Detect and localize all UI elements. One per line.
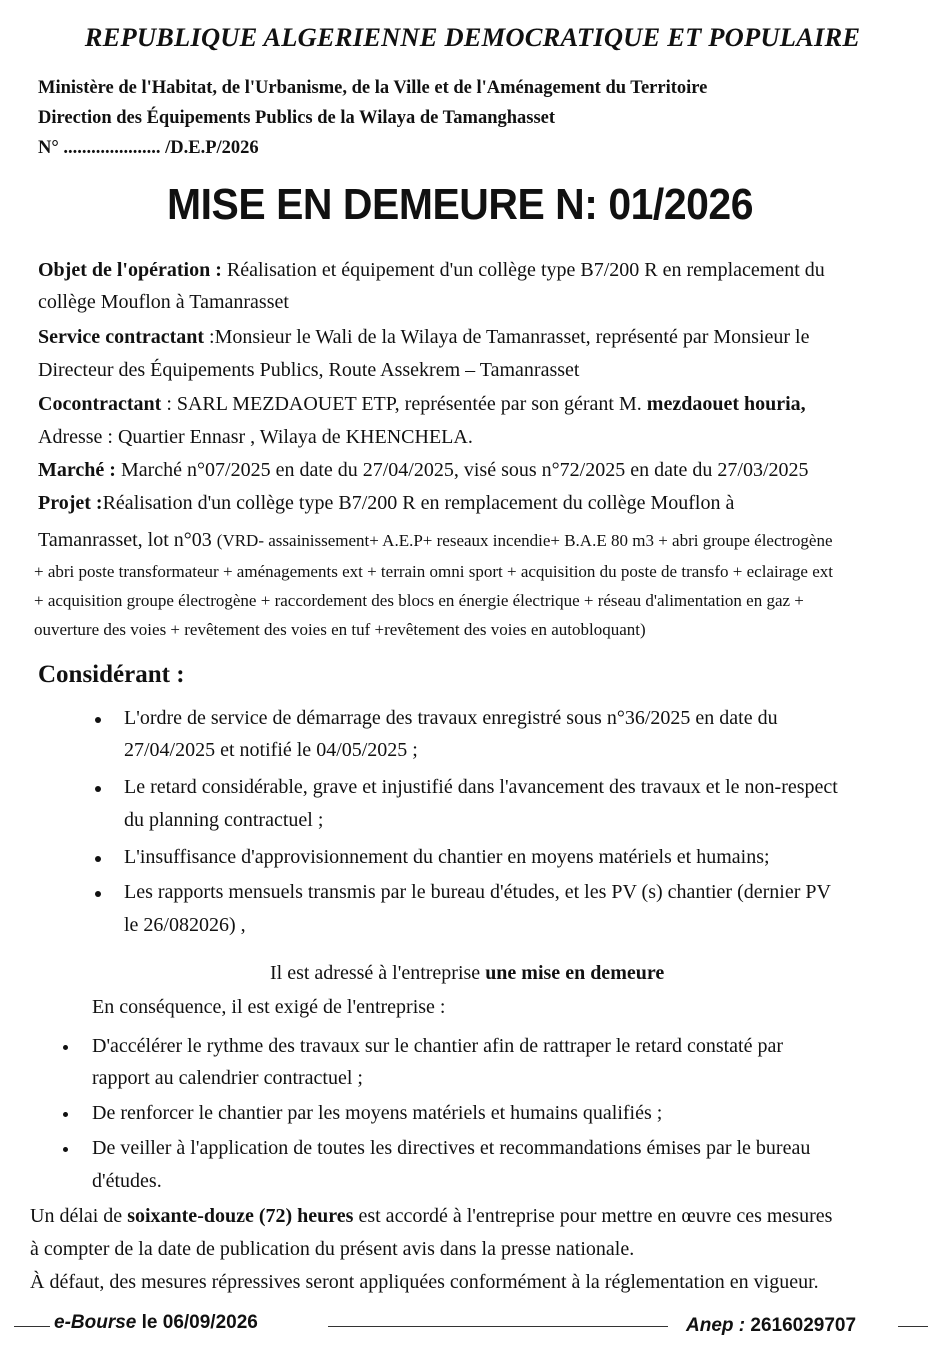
consequence-item-1-line-1: D'accélérer le rythme des travaux sur le chantier afin de rattraper le retard constaté par [92,1035,784,1057]
footer-date: le 06/09/2026 [136,1312,258,1333]
marche-line [38,460,809,480]
footer-publisher-line [54,1312,258,1334]
bullet-dot [63,1045,68,1050]
closing-line-1 [30,1206,832,1226]
objet-line-2: collège Mouflon à Tamanrasset [38,291,289,313]
considerant-heading: Considérant : [38,661,185,688]
notice-text: Il est adressé à l'entreprise [270,962,486,984]
footer-rule-middle [328,1326,668,1327]
objet-text: Réalisation et équipement d'un collège type B7/200 R en remplacement du [221,259,825,281]
considerant-item-2-line-2: du planning contractuel ; [124,809,324,831]
considerant-item-3-line-1: L'insuffisance d'approvisionnement du chantier en moyens matériels et humains; [124,846,770,868]
footer-publisher: e-Bourse [54,1312,137,1333]
notice-line [270,963,664,983]
ministry-line: Ministère de l'Habitat, de l'Urbanisme, de la Ville et de l'Aménagement du Territoire [38,78,708,98]
notice-bold: une mise en demeure [485,962,665,984]
bullet-dot [95,891,101,897]
republic-heading: REPUBLIQUE ALGERIENNE DEMOCRATIQUE ET POPULAIRE [84,22,861,52]
service-text: :Monsieur le Wali de la Wilaya de Tamanrasset, représenté par Monsieur le [204,326,810,348]
objet-label: Objet de l'opération : [38,259,222,281]
bullet-dot [95,856,101,862]
bullet-dot [63,1147,68,1152]
consequence-item-2-line-1: De renforcer le chantier par les moyens matériels et humains qualifiés ; [92,1102,663,1124]
projet-text: Réalisation d'un collège type B7/200 R en remplacement du collège Mouflon à [102,492,735,514]
projet-details-2: + abri poste transformateur + aménagements ext + terrain omni sport + acquisition du poste de transfo + eclairage ext [34,562,833,581]
consequence-item-3-line-2: d'études. [92,1170,162,1192]
projet-line-2 [38,530,833,550]
considerant-item-4-line-1: Les rapports mensuels transmis par le bureau d'études, et les PV (s) chantier (dernier PV [124,881,831,903]
cocontractant-name: mezdaouet houria, [646,393,806,415]
footer-rule-right [898,1326,928,1327]
considerant-item-1-line-2: 27/04/2025 et notifié le 04/05/2025 ; [124,739,418,761]
document-title: MISE EN DEMEURE N: 01/2026 [167,180,753,229]
consequence-intro: En conséquence, il est exigé de l'entreprise : [92,996,446,1018]
considerant-item-1-line-1: L'ordre de service de démarrage des travaux enregistré sous n°36/2025 en date du [124,707,778,729]
cocontractant-text: : SARL MEZDAOUET ETP, représentée par son gérant M. [161,393,647,415]
closing-text-c: est accordé à l'entreprise pour mettre en œuvre ces mesures [353,1205,833,1227]
projet-line-1 [38,493,734,513]
projet-lot: Tamanrasset, lot n°03 [38,529,217,551]
consequence-item-1-line-2: rapport au calendrier contractuel ; [92,1067,363,1089]
objet-line-1 [38,260,825,280]
consequence-item-3-line-1: De veiller à l'application de toutes les directives et recommandations émises par le bureau [92,1137,811,1159]
marche-text: Marché n°07/2025 en date du 27/04/2025, visé sous n°72/2025 en date du 27/03/2025 [115,459,809,481]
service-label: Service contractant [38,326,205,348]
footer-rule-left [14,1326,50,1327]
closing-line-2: à compter de la date de publication du présent avis dans la presse nationale. [30,1238,635,1260]
bullet-dot [95,717,101,723]
service-line-1 [38,327,809,347]
projet-details-4: ouverture des voies + revêtement des voies en tuf +revêtement des voies en autobloquant) [34,620,646,639]
footer-anep-label: Anep : [686,1315,751,1336]
adresse-line: Adresse : Quartier Ennasr , Wilaya de KHENCHELA. [38,426,473,448]
cocontractant-label: Cocontractant [38,393,162,415]
closing-text-a: Un délai de [30,1205,128,1227]
marche-label: Marché : [38,459,116,481]
projet-details-1: (VRD- assainissement+ A.E.P+ reseaux incendie+ B.A.E 80 m3 + abri groupe électrogène [216,531,833,550]
footer-anep-line [686,1315,856,1337]
reference-number: N° ..................... /D.E.P/2026 [38,138,259,158]
closing-deadline: soixante-douze (72) heures [127,1205,354,1227]
bullet-dot [95,786,101,792]
bullet-dot [63,1112,68,1117]
cocontractant-line [38,394,806,414]
considerant-item-4-line-2: le 26/082026) , [124,914,246,936]
footer-anep-number: 2616029707 [750,1315,857,1336]
direction-line: Direction des Équipements Publics de la Wilaya de Tamanghasset [38,108,556,128]
considerant-item-2-line-1: Le retard considérable, grave et injustifié dans l'avancement des travaux et le non-respect [124,776,838,798]
service-line-2: Directeur des Équipements Publics, Route Assekrem – Tamanrasset [38,359,580,381]
projet-label: Projet : [38,492,103,514]
projet-details-3: + acquisition groupe électrogène + raccordement des blocs en énergie électrique + réseau d'alimentation en gaz + [34,591,804,610]
closing-line-3: À défaut, des mesures répressives seront appliquées conformément à la réglementation en vigueur. [30,1271,819,1293]
